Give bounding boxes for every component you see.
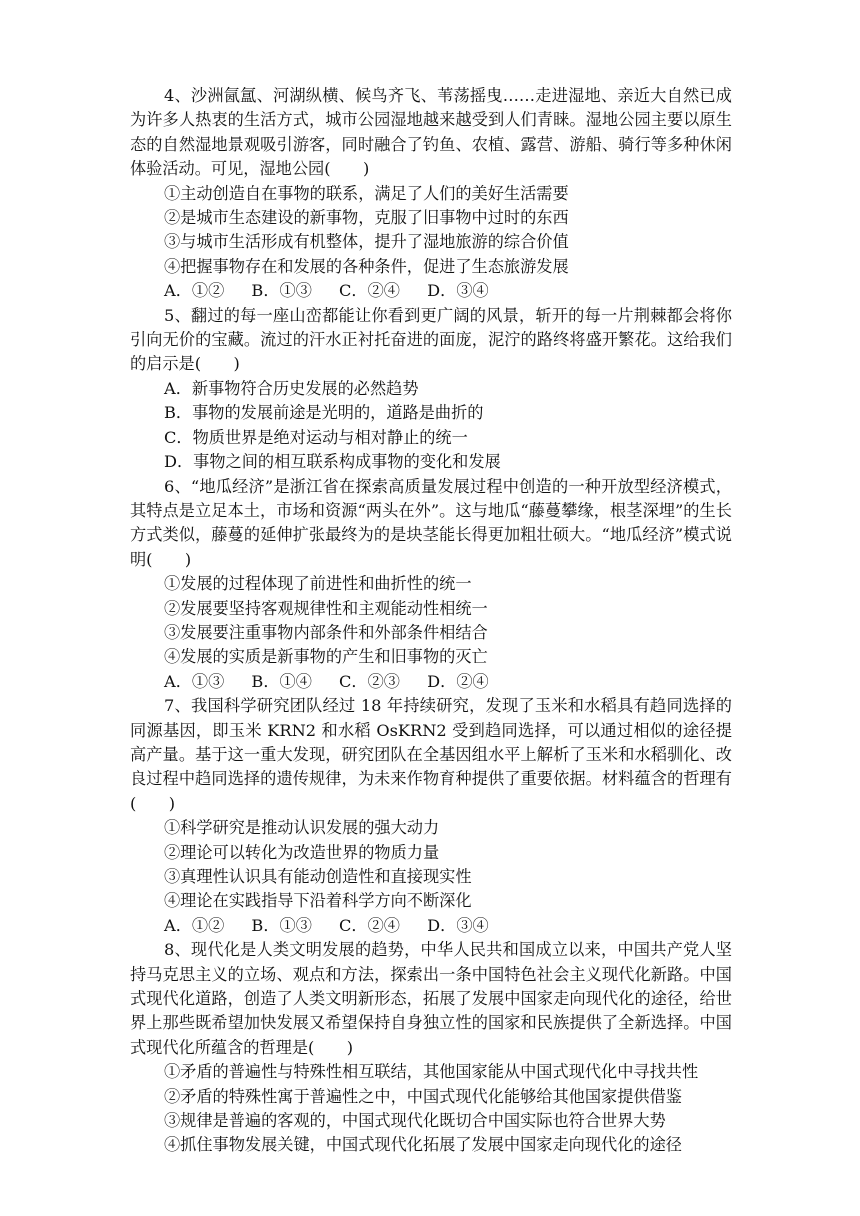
statement-option: ②是城市生态建设的新事物，克服了旧事物中过时的东西 [164,208,569,228]
choice-d: D．②④ [427,671,489,691]
answer-option: C．物质世界是绝对运动与相对静止的统一 [164,427,468,447]
answer-option: D．事物之间的相互联系构成事物的变化和发展 [164,452,501,472]
statement-option: ④发展的实质是新事物的产生和旧事物的灭亡 [164,647,488,667]
choice-a: A．①② [164,281,225,301]
choice-a: A．①③ [164,671,225,691]
question-stem: 7、我国科学研究团队经过 18 年持续研究，发现了玉米和水稻具有趋同选择的同源基因，即玉米 KRN2 和水稻 OsKRN2 受到趋同选择，可以通过相似的途径提高产量。基于这一重大发现，研究团队在全基因组水平上解析了玉米和水稻驯化、改良过程中趋同选择的遗传规律，为未来作物育种提供了重要依据。材料蕴含的哲理有( ) [130,696,732,813]
statement-option: ③规律是普遍的客观的，中国式现代化既切合中国实际也符合世界大势 [164,1111,666,1131]
choice-c: C．②④ [339,915,400,935]
statement-option: ①发展的过程体现了前进性和曲折性的统一 [164,574,472,594]
statement-option: ①矛盾的普遍性与特殊性相互联结，其他国家能从中国式现代化中寻找共性 [164,1062,699,1082]
choice-b: B．①③ [251,915,312,935]
statement-option: ③与城市生活形成有机整体，提升了湿地旅游的综合价值 [164,232,569,252]
statement-option: ③真理性认识具有能动创造性和直接现实性 [164,867,472,886]
question-7 [130,694,732,938]
question-5 [130,304,732,475]
exam-page [130,84,732,1158]
statement-option: ④抓住事物发展关键，中国式现代化拓展了发展中国家走向现代化的途径 [164,1135,682,1155]
choice-d: D．③④ [427,915,489,935]
statement-option: ③发展要注重事物内部条件和外部条件相结合 [164,622,488,642]
answer-choices [130,279,732,303]
statement-option: ④把握事物存在和发展的各种条件，促进了生态旅游发展 [164,256,569,276]
question-stem: 5、翻过的每一座山峦都能让你看到更广阔的风景，斩开的每一片荆棘都会将你引向无价的宝藏。流过的汗水正衬托奋进的面庞，泥泞的路终将盛开繁花。这给我们的启示是( ) [130,305,732,374]
statement-option: ④理论在实践指导下沿着科学方向不断深化 [164,891,472,911]
choice-b: B．①③ [251,281,312,301]
statement-option: ②理论可以转化为改造世界的物质力量 [164,842,440,862]
answer-choices [130,914,732,938]
question-8 [130,938,732,1158]
question-4 [130,84,732,304]
question-stem: 8、现代化是人类文明发展的趋势，中华人民共和国成立以来，中国共产党人坚持马克思主义的立场、观点和方法，探索出一条中国特色社会主义现代化新路。中国式现代化道路，创造了人类文明新形态，拓展了发展中国家走向现代化的途径，给世界上那些既希望加快发展又希望保持自身独立性的国家和民族提供了全新选择。中国式现代化所蕴含的哲理是( ) [130,940,732,1057]
choice-b: B．①④ [251,671,312,691]
statement-option: ②矛盾的特殊性寓于普遍性之中，中国式现代化能够给其他国家提供借鉴 [164,1086,682,1106]
answer-option: A．新事物符合历史发展的必然趋势 [164,378,419,398]
choice-a: A．①② [164,915,225,935]
statement-option: ①科学研究是推动认识发展的强大动力 [164,818,440,838]
question-6 [130,475,732,695]
choice-c: C．②③ [339,671,400,691]
statement-option: ①主动创造自在事物的联系，满足了人们的美好生活需要 [164,183,569,203]
answer-choices [130,670,732,694]
choice-d: D．③④ [427,281,489,301]
statement-option: ②发展要坚持客观规律性和主观能动性相统一 [164,598,488,618]
choice-c: C．②④ [339,281,400,301]
question-stem: 6、“地瓜经济”是浙江省在探索高质量发展过程中创造的一种开放型经济模式，其特点是立足本土，市场和资源“两头在外”。这与地瓜“藤蔓攀缘，根茎深埋”的生长方式类似，藤蔓的延伸扩张最终为的是块茎能长得更加粗壮硕大。“地瓜经济”模式说明( ) [130,476,732,569]
answer-option: B．事物的发展前途是光明的，道路是曲折的 [164,403,484,423]
question-stem: 4、沙洲氤氲、河湖纵横、候鸟齐飞、苇荡摇曳……走进湿地、亲近大自然已成为许多人热衷的生活方式，城市公园湿地越来越受到人们青睐。湿地公园主要以原生态的自然湿地景观吸引游客，同时融合了钓鱼、农植、露营、游船、骑行等多种休闲体验活动。可见，湿地公园( ) [130,86,732,179]
